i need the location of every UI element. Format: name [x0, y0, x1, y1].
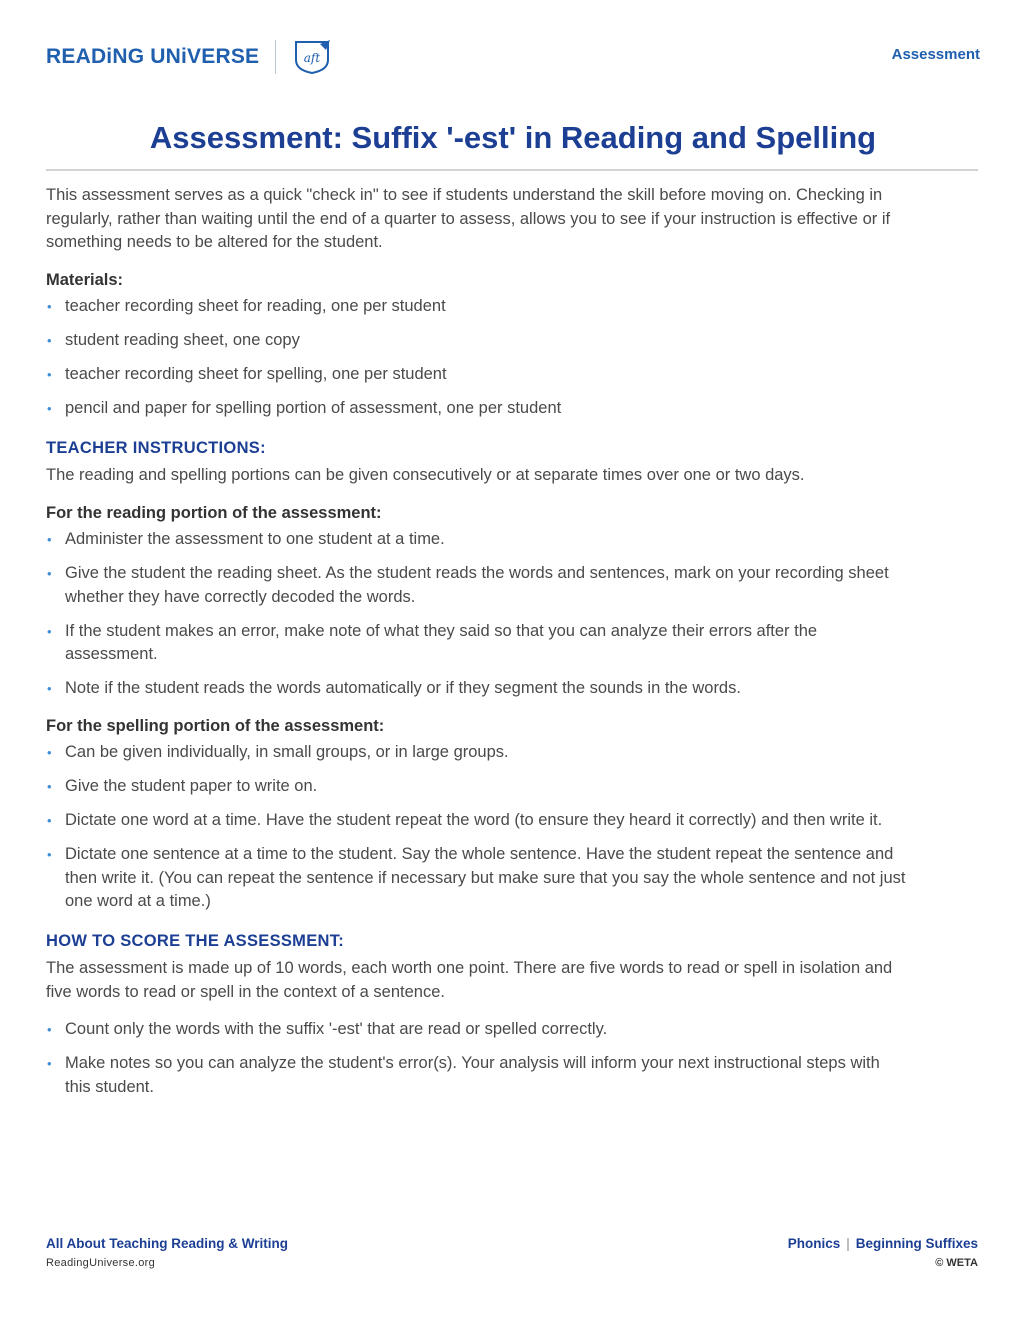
bullet-icon: • [47, 681, 52, 696]
bullet-icon: • [47, 847, 52, 862]
bullet-icon: • [47, 1056, 52, 1071]
bullet-icon: • [47, 333, 52, 348]
teacher-instructions-heading: TEACHER INSTRUCTIONS: [46, 438, 266, 457]
list-item: • student reading sheet, one copy [46, 329, 906, 353]
intro-paragraph: This assessment serves as a quick "check in" to see if students understand the skill before moving on. Checking in regularly, rather than waiting until the end of a quarter to assess, allows you to see if your instruction is effective or if something needs to be altered for the student. [46, 186, 891, 251]
aft-logo-icon [290, 40, 334, 74]
list-item: • Administer the assessment to one student at a time. [46, 528, 906, 552]
scoring-list [46, 1018, 906, 1099]
materials-heading: Materials: [46, 270, 124, 289]
spelling-portion-list [46, 741, 906, 914]
bullet-icon: • [47, 779, 52, 794]
footer-title: All About Teaching Reading & Writing [46, 1236, 288, 1251]
page-footer-left [46, 1236, 288, 1269]
bullet-icon: • [47, 1022, 52, 1037]
bullet-icon: • [47, 623, 52, 639]
list-item: • Dictate one sentence at a time to the student. Say the whole sentence. Have the student repeat the sentence and then write it. (You can repeat the sentence if necessary but make sure that you say the whole sentence and not just one word at a time.) [47, 845, 906, 910]
list-item: • Give the student paper to write on. [46, 775, 906, 799]
list-item: • teacher recording sheet for spelling, one per student [46, 363, 906, 387]
list-item: • Give the student the reading sheet. As the student reads the words and sentences, mark on your recording sheet whether they have correctly decoded the words. [47, 564, 889, 606]
bullet-icon: • [47, 745, 52, 760]
reading-portion-list [46, 528, 906, 701]
footer-divider: | [846, 1236, 850, 1251]
aft-logo-text: aft [304, 51, 321, 65]
document-body [46, 184, 906, 1113]
bullet-icon: • [47, 299, 52, 314]
logo-wordmark: READiNG UNiVERSE [46, 45, 260, 68]
bullet-icon: • [47, 401, 52, 416]
bullet-icon: • [47, 566, 52, 581]
logo-divider [275, 40, 276, 74]
scoring-text: The assessment is made up of 10 words, each worth one point. There are five words to read or spell in isolation and five words to read or spell in the context of a sentence. [46, 959, 893, 1001]
footer-topic: Beginning Suffixes [855, 1236, 978, 1251]
list-item: • Count only the words with the suffix '-est' that are read or spelled correctly. [46, 1018, 906, 1042]
section-tag: Assessment [891, 46, 980, 63]
list-item: • Note if the student reads the words automatically or if they segment the sounds in the words. [46, 677, 906, 701]
bullet-icon: • [47, 813, 52, 828]
materials-list [46, 295, 906, 421]
scoring-heading: HOW TO SCORE THE ASSESSMENT: [46, 931, 345, 950]
page-title: Assessment: Suffix '-est' in Reading and Spelling [149, 120, 877, 155]
bullet-icon: • [47, 532, 52, 547]
footer-copyright: © WETA [935, 1257, 978, 1269]
list-item: • Dictate one word at a time. Have the student repeat the word (to ensure they heard it correctly) and then write it. [46, 809, 906, 833]
list-item: • If the student makes an error, make note of what they said so that you can analyze their errors after the assessment. [47, 621, 818, 663]
footer-url-link[interactable]: ReadingUniverse.org [46, 1257, 156, 1269]
list-item: • Make notes so you can analyze the student's error(s). Your analysis will inform your next instructional steps with this student. [47, 1054, 880, 1096]
list-item: • pencil and paper for spelling portion of assessment, one per student [46, 397, 906, 421]
page-header [46, 34, 980, 76]
reading-universe-logo [46, 42, 334, 72]
footer-breadcrumb [788, 1236, 978, 1251]
title-divider [46, 169, 978, 171]
teacher-instructions-text: The reading and spelling portions can be given consecutively or at separate times over one or two days. [46, 466, 805, 484]
footer-category: Phonics [787, 1236, 841, 1251]
list-item: • Can be given individually, in small groups, or in large groups. [46, 741, 906, 765]
spelling-portion-heading: For the spelling portion of the assessment: [46, 716, 385, 735]
page-footer-right [788, 1236, 978, 1269]
reading-portion-heading: For the reading portion of the assessment: [46, 503, 382, 522]
list-item: • teacher recording sheet for reading, one per student [46, 295, 906, 319]
bullet-icon: • [47, 367, 52, 382]
